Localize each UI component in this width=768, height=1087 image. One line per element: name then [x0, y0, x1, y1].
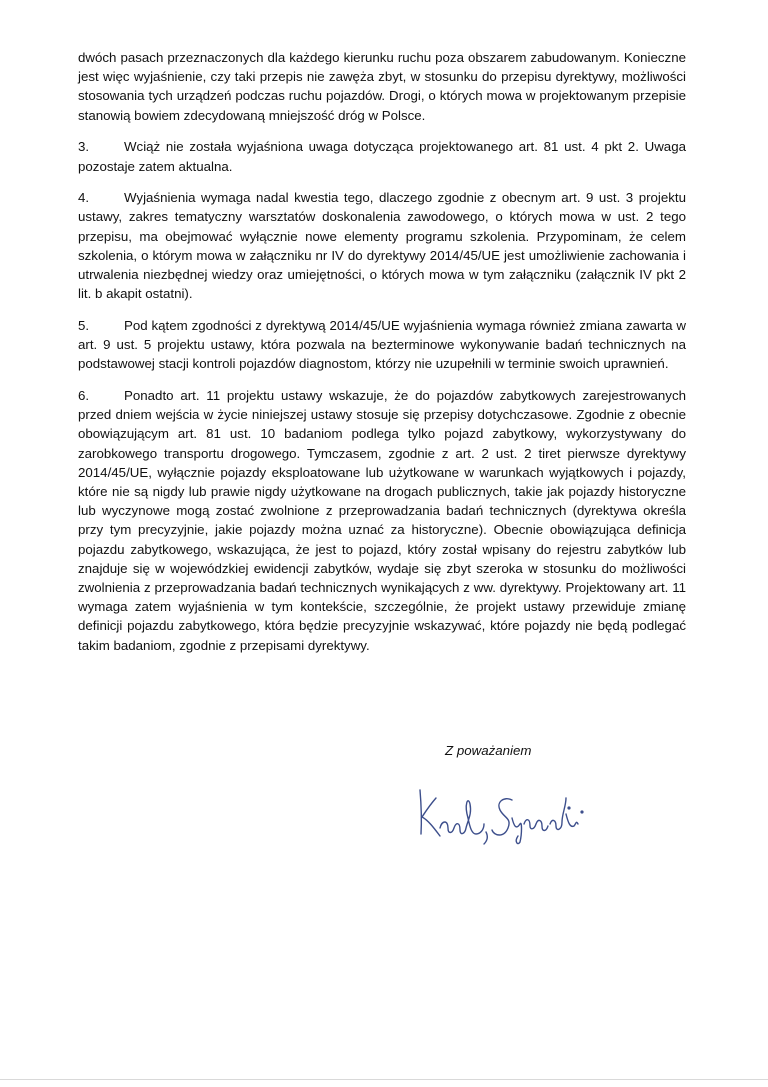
paragraph-6 — [78, 386, 686, 655]
paragraph-text: Ponadto art. 11 projektu ustawy wskazuje, że do pojazdów zabytkowych zarejestrowanych przed dniem wejścia w życie niniejszej ustawy stosuje się przepisy dotychczasowe. Zgodnie z obecnie obowiązującym art. 81 ust. 10 badaniom podlega tylko pojazd zabytkowy, wykorzystywany do zarobkowego transportu drogowego. Tymczasem, zgodnie z art. 2 ust. 2 tiret pierwsze dyrektywy 2014/45/UE, wyłącznie pojazdy eksploatowane lub użytkowane w warunkach wyjątkowych i pojazdy, które nie są nigdy lub prawie nigdy użytkowane na drogach publicznych, takie jak pojazdy historyczne lub wyczynowe mogą zostać zwolnione z przeprowadzania badań technicznych (dyrektywa określa przy tym precyzyjnie, jakie pojazdy można uznać za historyczne). Obecnie obowiązująca definicja pojazdu zabytkowego, wskazująca, że jest to pojazd, który został wpisany do rejestru zabytków lub znajduje się w wojewódzkiej ewidencji zabytków, wydaje się zbyt szeroka w stosunku do możliwości zwolnienia z przeprowadzania badań technicznych wynikających z ww. dyrektywy. Projektowany art. 11 wymaga zatem wyjaśnienia w tym kontekście, szczególnie, że projekt ustawy przewiduje zmianę definicji pojazdu zabytkowego, która będzie precyzyjnie wskazywać, które pojazdy nie będą podlegać takim badaniom, zgodnie z przepisami dyrektywy. — [78, 388, 686, 653]
closing-salutation: Z poważaniem — [445, 743, 532, 758]
paragraph-number: 5. — [78, 317, 90, 333]
paragraph-text: Wciąż nie została wyjaśniona uwaga dotycząca projektowanego art. 81 ust. 4 pkt 2. Uwaga pozostaje zatem aktualna. — [78, 139, 686, 174]
paragraph-4 — [78, 188, 686, 303]
paragraph-5 — [78, 316, 686, 374]
paragraph-text: Wyjaśnienia wymaga nadal kwestia tego, dlaczego zgodnie z obecnym art. 9 ust. 3 projektu ustawy, zakres tematyczny warsztatów doskonalenia zawodowego, o których mowa w ust. 2 tego przepisu, ma obejmować wyłącznie nowe elementy programu szkolenia. Przypominam, że celem szkolenia, o którym mowa w załączniku nr IV do dyrektywy 2014/45/UE jest umożliwienie zachowania i utrwalenia niezbędnej wiedzy oraz umiejętności, o których mowa w tym załączniku (załącznik IV pkt 2 lit. b akapit ostatni). — [78, 190, 686, 302]
handwritten-signature — [412, 784, 592, 848]
paragraph-number: 6. — [78, 388, 90, 404]
paragraph-text: Pod kątem zgodności z dyrektywą 2014/45/UE wyjaśnienia wymaga również zmiana zawarta w art. 9 ust. 5 projektu ustawy, która pozwala na bezterminowe wykonywanie badań technicznych na podstawowej stacji kontroli pojazdów diagnostom, którzy nie uzupełnili w terminie swoich uprawnień. — [78, 317, 686, 372]
page-bottom-divider — [0, 1079, 768, 1080]
paragraph-3 — [78, 137, 686, 175]
paragraph-number: 4. — [78, 190, 90, 206]
paragraph-text: dwóch pasach przeznaczonych dla każdego kierunku ruchu poza obszarem zabudowanym. Konieczne jest więc wyjaśnienie, czy taki przepis nie zawęża zbyt, w stosunku do przepisu dyrektywy, możliwości stosowania tych urządzeń podczas ruchu pojazdów. Drogi, o których mowa w projektowanym przepisie stanowią bowiem zdecydowaną mniejszość dróg w Polsce. — [78, 50, 686, 123]
paragraph-continuation — [78, 48, 686, 125]
letter-body — [78, 48, 686, 667]
paragraph-number: 3. — [78, 139, 90, 155]
